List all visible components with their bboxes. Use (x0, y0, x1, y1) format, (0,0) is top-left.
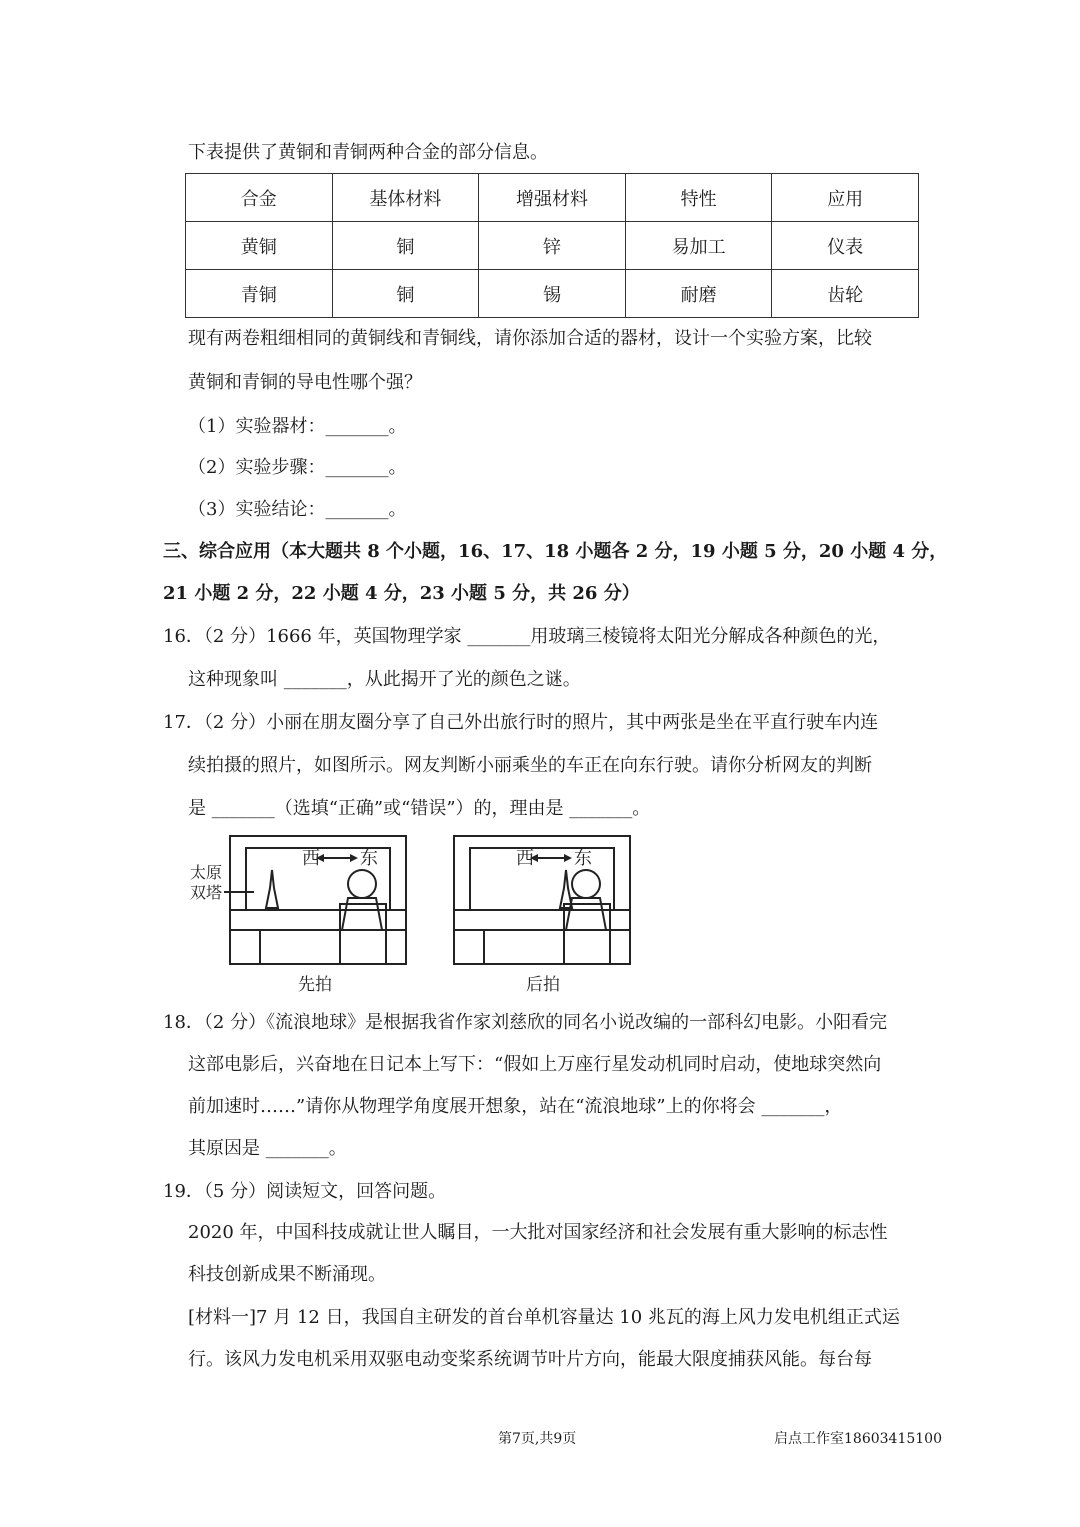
twin-tower-icon (266, 870, 278, 908)
table-header-cell: 增强材料 (479, 174, 626, 222)
table-header-cell: 基体材料 (332, 174, 479, 222)
arrow-right-icon (350, 854, 358, 862)
table-cell: 锡 (479, 270, 626, 318)
q18-text-line: 前加速时……”请你从物理学角度展开想象，站在“流浪地球”上的你将会 _______， (188, 1096, 843, 1117)
photo-frame-second (454, 836, 630, 964)
section3-heading: 21 小题 2 分，22 小题 4 分，23 小题 5 分，共 26 分） (163, 583, 640, 604)
q18-text-line: 18．（2 分）《流浪地球》是根据我省作家刘慈欣的同名小说改编的一部科幻电影。小阳看完 (163, 1012, 888, 1033)
q17-text-line: 续拍摄的照片，如图所示。网友判断小丽乘坐的车正在向东行驶。请你分析网友的判断 (188, 755, 872, 776)
direction-west-label: 西 (516, 848, 534, 868)
q15-sub-equipment: （1）实验器材：_______。 (188, 416, 407, 437)
table-cell: 齿轮 (772, 270, 919, 318)
q15-text-line: 现有两卷粗细相同的黄铜线和青铜线，请你添加合适的器材，设计一个实验方案，比较 (188, 328, 872, 349)
q19-text-line: 科技创新成果不断涌现。 (188, 1264, 386, 1285)
q19-text-line: 2020 年，中国科技成就让世人瞩目，一大批对国家经济和社会发展有重大影响的标志性 (188, 1222, 888, 1243)
q17-text-line: 是 _______（选填“正确”或“错误”）的，理由是 _______。 (188, 798, 651, 819)
studio-credit: 启点工作室18603415100 (774, 1431, 942, 1447)
caption-first: 先拍 (298, 975, 332, 994)
q19-text-line: 行。该风力发电机采用双驱电动变桨系统调节叶片方向，能最大限度捕获风能。每台每 (188, 1349, 872, 1370)
table-cell: 黄铜 (186, 222, 333, 270)
q19-text-line: [材料一]7 月 12 日，我国自主研发的首台单机容量达 10 兆瓦的海上风力发电机组正式运 (188, 1307, 900, 1328)
q18-text-line: 其原因是 _______。 (188, 1138, 347, 1159)
caption-second: 后拍 (526, 975, 560, 994)
section3-heading: 三、综合应用（本大题共 8 个小题，16、17、18 小题各 2 分，19 小题 5 分，20 小题 4 分， (163, 541, 948, 562)
q18-text-line: 这部电影后，兴奋地在日记本上写下：“假如上万座行星发动机同时启动，使地球突然向 (188, 1054, 882, 1075)
table-header-cell: 合金 (186, 174, 333, 222)
page-number: 第7页,共9页 (498, 1431, 577, 1447)
table-row (186, 270, 919, 318)
table-row (186, 222, 919, 270)
table-cell: 青铜 (186, 270, 333, 318)
table-cell: 锌 (479, 222, 626, 270)
table-header-row (186, 174, 919, 222)
tower-label: 双塔 (190, 885, 223, 902)
table-cell: 易加工 (625, 222, 772, 270)
direction-west-label: 西 (302, 848, 320, 868)
table-header-cell: 特性 (625, 174, 772, 222)
table-cell: 铜 (332, 270, 479, 318)
intro-text: 下表提供了黄铜和青铜两种合金的部分信息。 (188, 142, 548, 163)
q16-text-line: 这种现象叫 _______，从此揭开了光的颜色之谜。 (188, 669, 581, 690)
tower-label: 太原 (190, 865, 223, 882)
q16-text-line: 16．（2 分）1666 年，英国物理学家 _______用玻璃三棱镜将太阳光分解成各种颜色的光， (163, 626, 891, 647)
q17-text-line: 17．（2 分）小丽在朋友圈分享了自己外出旅行时的照片，其中两张是坐在平直行驶车内连 (163, 712, 879, 733)
train-window-figure (190, 830, 650, 1000)
table-cell: 铜 (332, 222, 479, 270)
table-cell: 耐磨 (625, 270, 772, 318)
q19-text-line: 19．（5 分）阅读短文，回答问题。 (163, 1181, 447, 1202)
q15-text-line: 黄铜和青铜的导电性哪个强？ (188, 372, 422, 393)
q15-sub-steps: （2）实验步骤：_______。 (188, 457, 407, 478)
q15-sub-conclusion: （3）实验结论：_______。 (188, 499, 407, 520)
direction-east-label: 东 (360, 848, 378, 868)
alloy-table (185, 173, 919, 318)
direction-east-label: 东 (574, 848, 592, 868)
table-header-cell: 应用 (772, 174, 919, 222)
table-cell: 仪表 (772, 222, 919, 270)
